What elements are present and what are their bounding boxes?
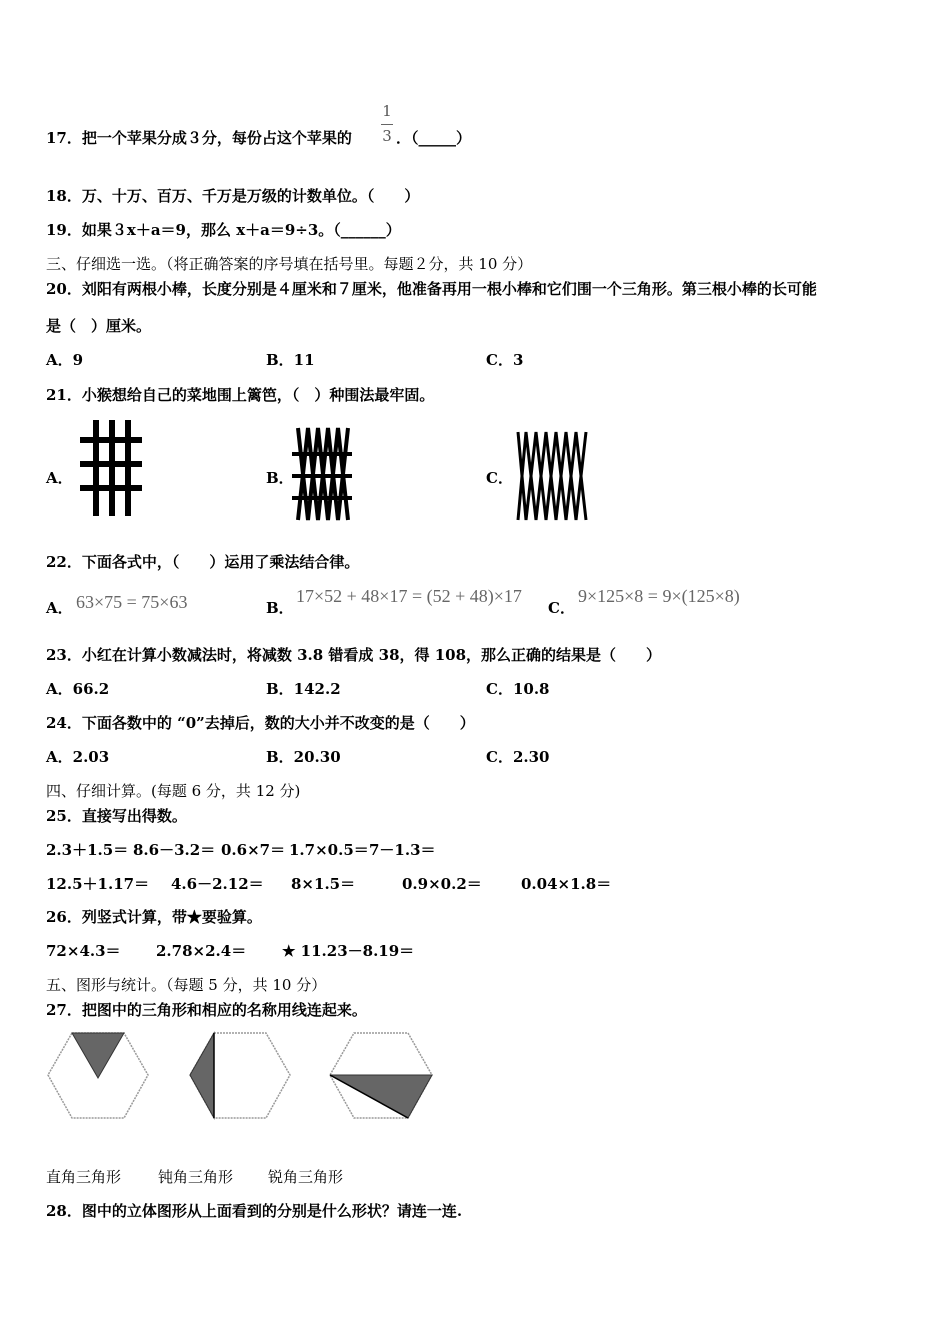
question-19: 19．如果３x＋a＝9，那么 x＋a＝9÷3。（______） — [46, 221, 401, 239]
calc-item: 8.6－3.2＝ — [133, 841, 216, 859]
option-a: A． — [46, 469, 73, 487]
question-17-tail: ．（_____） — [396, 129, 472, 147]
option-c: C．3 — [486, 351, 524, 369]
question-27: 27．把图中的三角形和相应的名称用线连起来。 — [46, 1001, 367, 1019]
calc-item: 0.6×7＝ — [221, 841, 286, 859]
calc-item: 2.78×2.4＝ — [156, 942, 247, 960]
option-c: C．2.30 — [486, 748, 550, 766]
calc-item: 7－1.3＝ — [369, 841, 436, 859]
question-25: 25．直接写出得数。 — [46, 807, 187, 825]
question-17-text: 17．把一个苹果分成３分，每份占这个苹果的 — [46, 129, 352, 147]
hexagon-right-triangle-figure — [328, 1030, 434, 1122]
option-c: C．10.8 — [486, 680, 550, 698]
option-b: B． — [266, 469, 294, 487]
option-b: B．20.30 — [266, 748, 341, 766]
question-26: 26．列竖式计算，带★要验算。 — [46, 908, 262, 926]
option-c: C． — [486, 469, 513, 487]
option-b: B．142.2 — [266, 680, 341, 698]
hexagon-acute-triangle-figure — [46, 1030, 150, 1122]
expression-a: 63×75 = 75×63 — [76, 592, 188, 612]
calc-item: 4.6－2.12＝ — [171, 875, 264, 893]
fraction-denominator: 3 — [382, 127, 392, 145]
question-28: 28．图中的立体图形从上面看到的分别是什么形状？请连一连. — [46, 1202, 463, 1220]
question-18: 18．万、十万、百万、千万是万级的计数单位。（ ） — [46, 187, 420, 205]
calc-item: 72×4.3＝ — [46, 942, 121, 960]
calc-item: 0.9×0.2＝ — [402, 875, 482, 893]
section-4-heading: 四、仔细计算。(每题 6 分，共 12 分) — [46, 782, 301, 800]
question-21: 21．小猴想给自己的菜地围上篱笆，（ ）种围法最牢固。 — [46, 386, 435, 404]
option-a: A．2.03 — [46, 748, 110, 766]
fraction-bar — [381, 124, 393, 125]
option-c: C． — [548, 599, 575, 617]
calc-item: 1.7×0.5＝ — [289, 841, 369, 859]
expression-c: 9×125×8 = 9×(125×8) — [578, 586, 740, 606]
calc-item: 2.3＋1.5＝ — [46, 841, 129, 859]
question-17 — [46, 128, 352, 148]
option-a: A．9 — [46, 351, 84, 369]
fraction-numerator: 1 — [382, 102, 392, 120]
section-5-heading: 五、图形与统计。（每题 5 分，共 10 分） — [46, 976, 327, 994]
calc-item: 12.5＋1.17＝ — [46, 875, 150, 893]
expression-b: 17×52 + 48×17 = (52 + 48)×17 — [296, 586, 522, 606]
question-20-line2: 是（ ）厘米。 — [46, 317, 152, 335]
triangle-name: 锐角三角形 — [268, 1168, 344, 1186]
fence-zigzag-figure — [514, 428, 590, 522]
question-20-line1: 20．刘阳有两根小棒，长度分别是４厘米和７厘米，他准备再用一根小棒和它们围一个三角形。第三根小棒的长可能 — [46, 280, 817, 298]
calc-item: 0.04×1.8＝ — [521, 875, 612, 893]
fence-grid-figure — [78, 420, 146, 518]
option-a: A．66.2 — [46, 680, 110, 698]
option-b: B．11 — [266, 351, 315, 369]
calc-item: 8×1.5＝ — [291, 875, 356, 893]
hexagon-obtuse-triangle-figure — [188, 1030, 292, 1122]
calc-item: ★ 11.23－8.19＝ — [282, 942, 415, 960]
section-3-heading: 三、仔细选一选。（将正确答案的序号填在括号里。每题２分，共 10 分） — [46, 255, 533, 273]
question-24: 24．下面各数中的 “0”去掉后，数的大小并不改变的是（ ） — [46, 714, 475, 732]
fence-zigzag-bars-figure — [292, 426, 354, 522]
option-b: B． — [266, 599, 294, 617]
question-23: 23．小红在计算小数减法时，将减数 3.8 错看成 38，得 108，那么正确的结果是（ ） — [46, 646, 662, 664]
triangle-name: 直角三角形 — [46, 1168, 122, 1186]
question-22: 22．下面各式中，（ ）运用了乘法结合律。 — [46, 553, 360, 571]
triangle-name: 钝角三角形 — [158, 1168, 234, 1186]
option-a: A． — [46, 599, 73, 617]
